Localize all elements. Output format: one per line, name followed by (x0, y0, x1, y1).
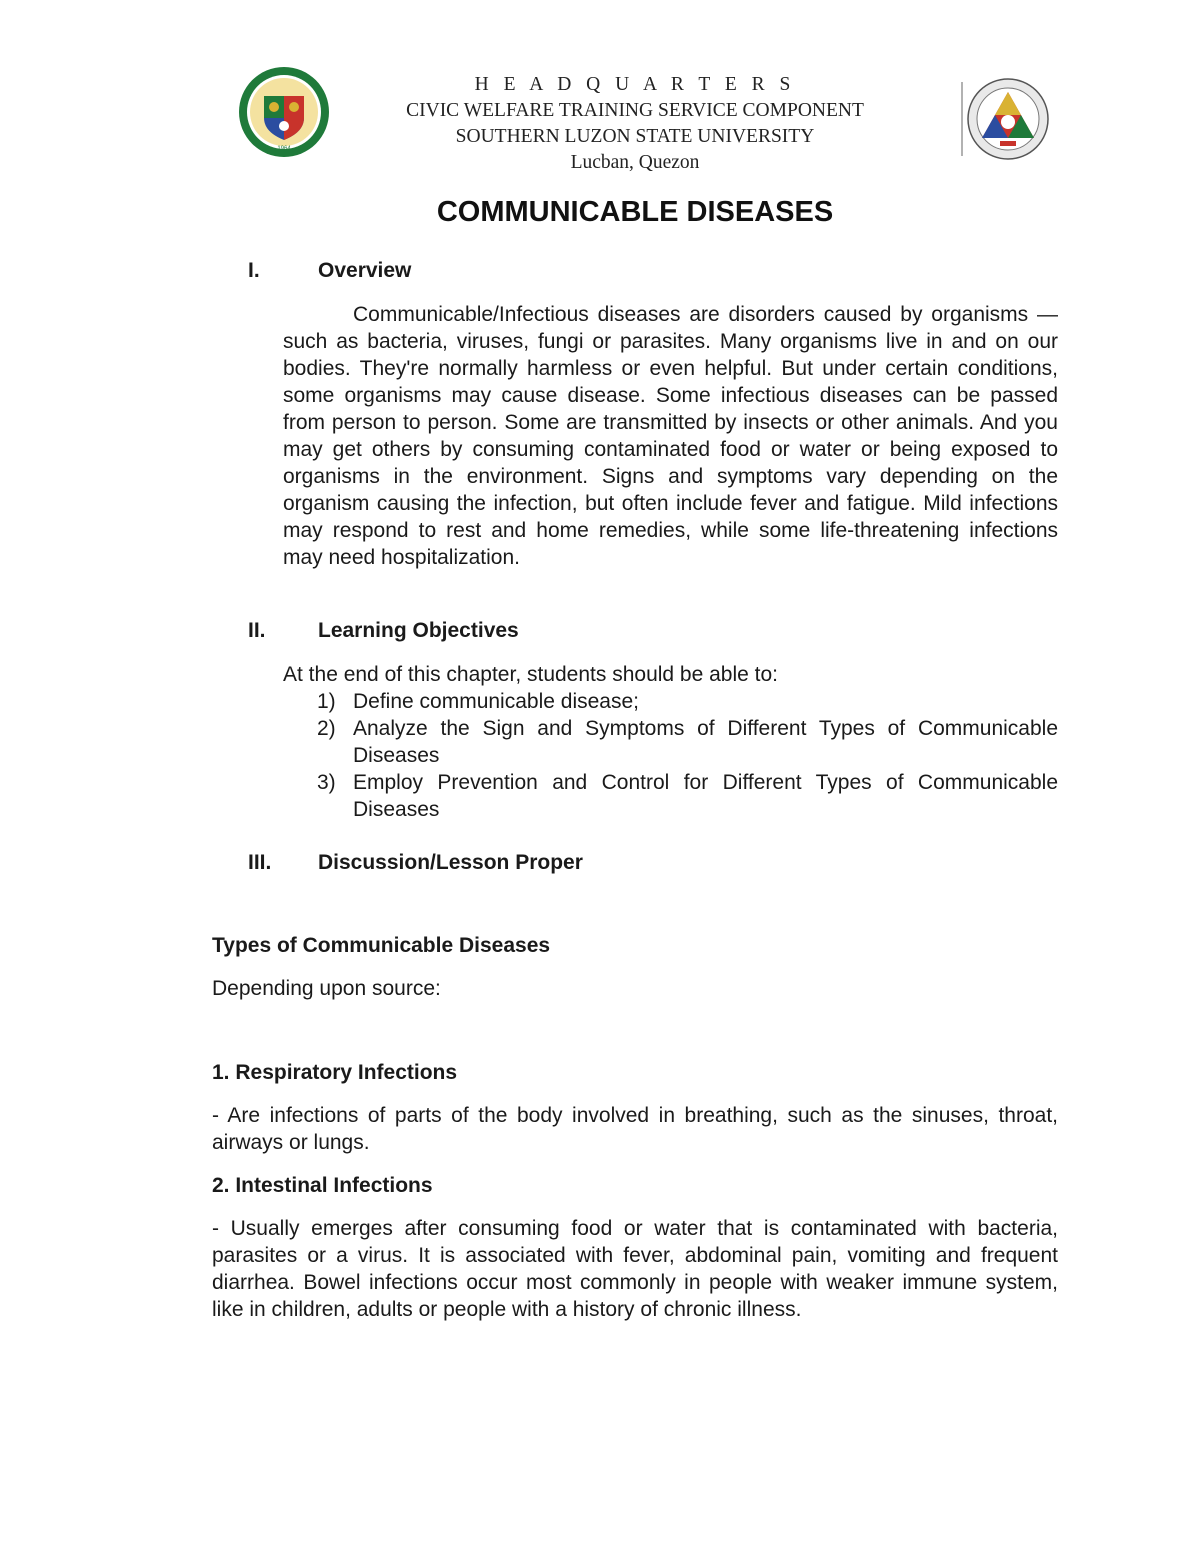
letterhead-line-2: CIVIC WELFARE TRAINING SERVICE COMPONENT (406, 100, 864, 121)
list-item-text: Analyze the Sign and Symptoms of Different Types of Communicable Diseases (353, 717, 1058, 767)
type-text-respiratory: - Are infections of parts of the body involved in breathing, such as the sinuses, throat, airways or lungs. (212, 1104, 1058, 1154)
letterhead-line-4: Lucban, Quezon (570, 152, 700, 173)
list-item (283, 688, 1058, 715)
type-text-intestinal: - Usually emerges after consuming food or water that is contaminated with bacteria, parasites or a virus. It is associated with fever, abdominal pain, vomiting and frequent diarrhea. Bowel infections occur most commonly in people with weaker immune system, like in children, adults or people with a history of chronic illness. (212, 1217, 1058, 1321)
letterhead-line-1: H E A D Q U A R T E R S (474, 74, 796, 95)
objectives-list (283, 661, 1058, 823)
types-heading: Types of Communicable Diseases (212, 934, 551, 957)
list-item-number: 3) (317, 771, 336, 794)
cwts-logo (960, 78, 1052, 160)
type-title-intestinal: 2. Intestinal Infections (212, 1174, 433, 1197)
section-number: I. (248, 259, 260, 282)
list-item-number: 2) (317, 717, 336, 740)
list-item-number: 1) (317, 690, 336, 713)
types-subheading: Depending upon source: (212, 977, 441, 1000)
section-number: II. (248, 619, 266, 642)
overview-text: Communicable/Infectious diseases are disorders caused by organisms — such as bacteria, viruses, fungi or parasites. Many organisms live in and on our bodies. They're normally harmless or even helpful. But under certain conditions, some organisms may cause disease. Some infectious diseases can be passed from person to person. Some are transmitted by insects or other animals. And you may get others by consuming contaminated food or water or being exposed to organisms in the environment. Signs and symptoms vary depending on the organism causing the infection, but often include fever and fatigue. Mild infections may respond to rest and home remedies, while some life-threatening infections may need hospitalization. (283, 303, 1058, 569)
svg-text:1964: 1964 (277, 146, 291, 152)
document-title: COMMUNICABLE DISEASES (436, 196, 834, 228)
type-title-respiratory: 1. Respiratory Infections (212, 1061, 458, 1084)
section-number: III. (248, 851, 272, 874)
letterhead (300, 72, 970, 176)
list-item (283, 769, 1058, 823)
letterhead-line-3: SOUTHERN LUZON STATE UNIVERSITY (455, 126, 815, 147)
list-item-text: Define communicable disease; (353, 690, 639, 713)
section-title-objectives: Learning Objectives (318, 619, 519, 642)
list-item (283, 715, 1058, 769)
section-title-discussion: Discussion/Lesson Proper (318, 851, 583, 874)
objectives-intro: At the end of this chapter, students should be able to: (283, 663, 779, 686)
overview-paragraph (283, 301, 1058, 571)
section-title-overview: Overview (318, 259, 412, 282)
list-item-text: Employ Prevention and Control for Different Types of Communicable Diseases (353, 771, 1058, 821)
